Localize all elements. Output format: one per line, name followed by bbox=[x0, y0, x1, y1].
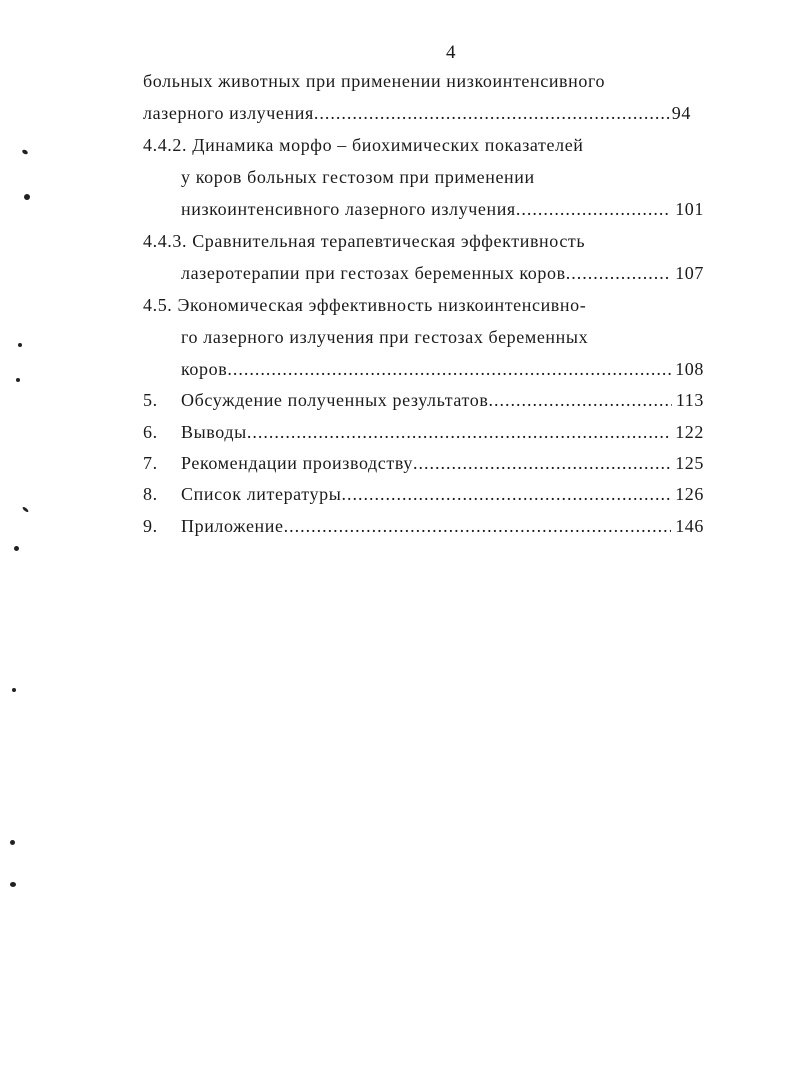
toc-chapter-number: 7. bbox=[143, 453, 158, 473]
toc-chapter-5 bbox=[143, 389, 704, 411]
scan-speck bbox=[16, 378, 20, 382]
toc-entry-page: 101 bbox=[675, 199, 704, 219]
toc-chapter-title: Приложение bbox=[181, 516, 284, 536]
scan-speck bbox=[14, 546, 19, 551]
toc-chapter-8 bbox=[143, 483, 704, 505]
toc-chapter-6 bbox=[143, 421, 704, 443]
toc-chapter-number: 8. bbox=[143, 484, 158, 504]
leader-dots bbox=[488, 389, 671, 411]
toc-chapter-title: Список литературы bbox=[181, 484, 342, 504]
scan-speck bbox=[10, 840, 15, 845]
leader-dots bbox=[516, 198, 671, 220]
toc-chapter-page: 126 bbox=[675, 484, 704, 504]
toc-chapter-page: 125 bbox=[675, 453, 704, 473]
toc-entry-4-5-line2: го лазерного излучения при гестозах беременных bbox=[181, 327, 589, 347]
toc-chapter-number: 6. bbox=[143, 422, 158, 442]
toc-chapter-9 bbox=[143, 515, 704, 537]
scan-speck bbox=[18, 343, 22, 347]
page-number: 4 bbox=[446, 42, 456, 63]
toc-chapter-number: 5. bbox=[143, 390, 158, 410]
scan-speck bbox=[24, 194, 30, 200]
leader-dots bbox=[341, 483, 671, 505]
toc-entry-4-4-3-line1: 4.4.3. Сравнительная терапевтическая эффективность bbox=[143, 231, 586, 251]
toc-entry-title: лазеротерапии при гестозах беременных коров bbox=[181, 263, 566, 283]
toc-entry-4-4-1-line1: больных животных при применении низкоинтенсивного bbox=[143, 71, 606, 91]
toc-entry-4-4-3-line2 bbox=[181, 262, 704, 284]
toc-entry-4-4-2-line1: 4.4.2. Динамика морфо – биохимических показателей bbox=[143, 135, 584, 155]
toc-chapter-title: Рекомендации производству bbox=[181, 453, 413, 473]
toc-entry-title: лазерного излучения bbox=[143, 103, 314, 123]
leader-dots bbox=[314, 102, 672, 124]
toc-chapter-number: 9. bbox=[143, 516, 158, 536]
scan-speck bbox=[12, 688, 16, 692]
toc-chapter-page: 113 bbox=[675, 390, 704, 410]
toc-entry-4-4-1-line2 bbox=[143, 102, 691, 124]
leader-dots bbox=[413, 452, 671, 474]
leader-dots bbox=[566, 262, 672, 284]
toc-entry-page: 107 bbox=[675, 263, 704, 283]
toc-entry-title: коров bbox=[181, 359, 228, 379]
toc-entry-4-4-2-line3 bbox=[181, 198, 704, 220]
toc-chapter-7 bbox=[143, 452, 704, 474]
toc-entry-4-4-2-line2: у коров больных гестозом при применении bbox=[181, 167, 535, 187]
toc-entry-4-5-line3 bbox=[181, 358, 704, 380]
leader-dots bbox=[247, 421, 671, 443]
leader-dots bbox=[284, 515, 672, 537]
toc-chapter-page: 146 bbox=[675, 516, 704, 536]
toc-chapter-page: 122 bbox=[675, 422, 704, 442]
scan-speck bbox=[21, 149, 28, 155]
toc-chapter-title: Выводы bbox=[181, 422, 247, 442]
toc-chapter-title: Обсуждение полученных результатов bbox=[181, 390, 489, 410]
leader-dots bbox=[227, 358, 671, 380]
toc-entry-page: 108 bbox=[675, 359, 704, 379]
scan-speck bbox=[22, 506, 29, 513]
toc-entry-4-5-line1: 4.5. Экономическая эффективность низкоинтенсивно- bbox=[143, 295, 587, 315]
toc-entry-title: низкоинтенсивного лазерного излучения bbox=[181, 199, 516, 219]
toc-entry-page: 94 bbox=[671, 103, 691, 123]
scan-speck bbox=[10, 882, 16, 887]
